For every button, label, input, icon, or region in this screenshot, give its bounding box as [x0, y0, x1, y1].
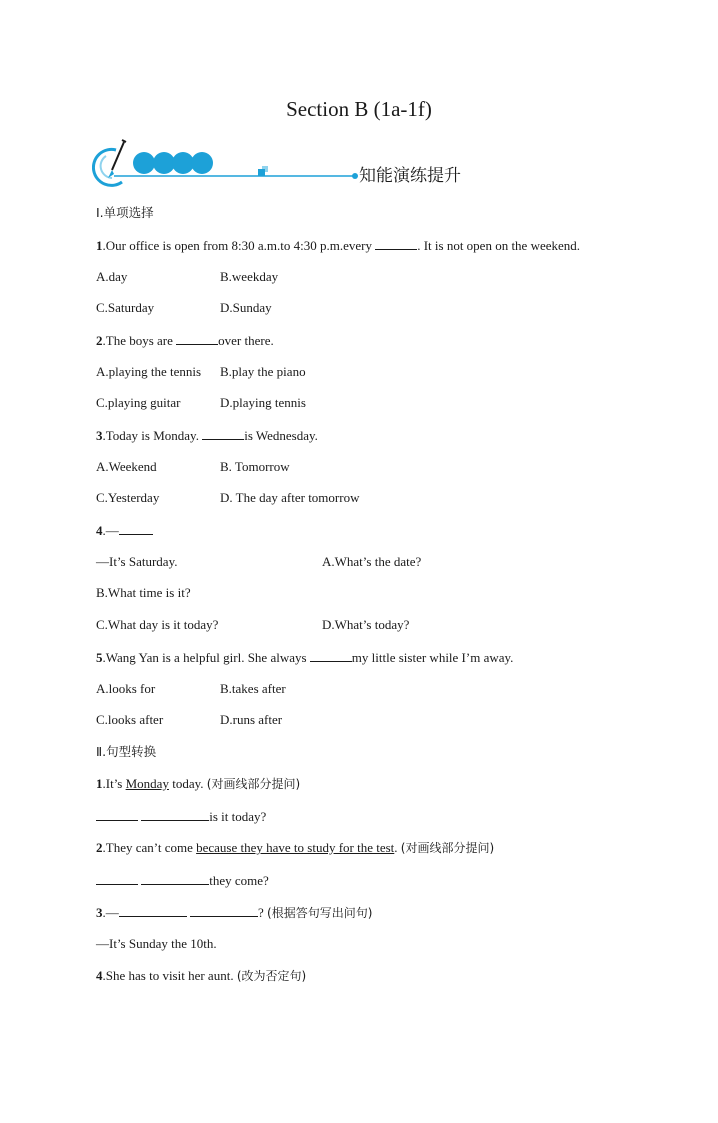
- answer-tail: they come?: [209, 873, 269, 888]
- answer-blank[interactable]: [176, 331, 218, 345]
- option-c[interactable]: C.playing guitar: [96, 395, 181, 410]
- answer-blank[interactable]: [119, 521, 153, 535]
- answer-blank[interactable]: [190, 903, 258, 917]
- answer-blank[interactable]: [375, 236, 417, 250]
- options-row: [96, 394, 656, 412]
- question-text: .She has to visit her aunt.: [102, 968, 237, 983]
- options-row: [96, 458, 656, 476]
- question-2-4: [96, 967, 656, 985]
- question-number: 2: [96, 333, 103, 348]
- question-2-3: [96, 903, 656, 921]
- options-row: [96, 363, 656, 381]
- question-text-end: over there.: [218, 333, 274, 348]
- question-text-end: ?: [258, 905, 268, 920]
- dialogue-reply: —It’s Sunday the 10th.: [96, 936, 217, 951]
- answer-blank[interactable]: [310, 648, 352, 662]
- option-b[interactable]: B.weekday: [220, 269, 279, 284]
- question-number: 2: [96, 840, 103, 855]
- option-b[interactable]: B.takes after: [220, 681, 286, 696]
- question-text-end: today.: [168, 776, 207, 791]
- option-a[interactable]: A.playing the tennis: [96, 364, 202, 379]
- option-d[interactable]: D.runs after: [220, 712, 283, 727]
- banner-dot-1: [133, 152, 155, 174]
- underlined-phrase: because they have to study for the test: [196, 840, 395, 855]
- option-c[interactable]: C.Saturday: [96, 300, 155, 315]
- dialogue-reply: —It’s Saturday.: [96, 554, 178, 569]
- question-number: 1: [96, 776, 103, 791]
- question-text: .The boys are: [102, 333, 177, 348]
- exercise-content: [96, 204, 656, 985]
- question-text: .—: [102, 905, 119, 920]
- options-row: [96, 680, 656, 698]
- options-row: [96, 268, 656, 286]
- section-2-heading: Ⅱ.句型转换: [96, 744, 157, 759]
- option-a[interactable]: A.Weekend: [96, 459, 157, 474]
- banner-dot-4: [191, 152, 213, 174]
- question-text: .Wang Yan is a helpful girl. She always: [102, 650, 310, 665]
- option-b[interactable]: B.play the piano: [220, 364, 306, 379]
- option-d[interactable]: D. The day after tomorrow: [220, 490, 360, 505]
- option-c[interactable]: C.looks after: [96, 712, 164, 727]
- answer-line: [96, 871, 656, 889]
- question-text-end: is Wednesday.: [244, 428, 318, 443]
- question-number: 4: [96, 968, 103, 983]
- question-text-end: my little sister while I’m away.: [351, 650, 514, 665]
- question-text-end: . It is not open on the weekend.: [417, 238, 581, 253]
- instruction-note: (对画线部分提问): [206, 777, 301, 791]
- question-1-1: [96, 236, 656, 254]
- question-text: .Today is Monday.: [102, 428, 203, 443]
- question-text-end: .: [394, 840, 401, 855]
- option-d[interactable]: D.What’s today?: [322, 617, 410, 632]
- answer-blank[interactable]: [202, 426, 244, 440]
- question-text: .—: [102, 523, 119, 538]
- answer-blank[interactable]: [141, 807, 209, 821]
- answer-blank[interactable]: [96, 871, 138, 885]
- question-number: 4: [96, 523, 103, 538]
- question-2-2: [96, 839, 656, 857]
- paintbrush-icon: [108, 140, 126, 178]
- underlined-phrase: Monday: [125, 776, 169, 791]
- section-1-heading: Ⅰ.单项选择: [96, 205, 154, 220]
- question-2-1: [96, 775, 656, 793]
- option-a[interactable]: A.What’s the date?: [322, 554, 422, 569]
- options-row: [96, 553, 656, 571]
- option-a[interactable]: A.day: [96, 269, 128, 284]
- page-title: Section B (1a-1f): [286, 97, 432, 121]
- option-c[interactable]: C.Yesterday: [96, 490, 160, 505]
- answer-blank[interactable]: [96, 807, 138, 821]
- question-text: .They can’t come: [102, 840, 197, 855]
- instruction-note: (对画线部分提问): [400, 841, 495, 855]
- options-row: [96, 299, 656, 317]
- banner-square: [258, 169, 265, 176]
- option-b[interactable]: B. Tomorrow: [220, 459, 290, 474]
- question-1-3: [96, 426, 656, 444]
- option-a[interactable]: A.looks for: [96, 681, 156, 696]
- banner-end-dot: [352, 173, 358, 179]
- section-banner: [92, 136, 512, 192]
- question-1-2: [96, 331, 656, 349]
- question-1-4: [96, 521, 656, 539]
- banner-dot-2: [153, 152, 175, 174]
- question-number: 3: [96, 428, 103, 443]
- banner-title: 知能演练提升: [359, 166, 461, 186]
- option-b[interactable]: B.What time is it?: [96, 585, 191, 600]
- answer-blank[interactable]: [141, 871, 209, 885]
- options-row: [96, 584, 656, 602]
- options-row: [96, 616, 656, 634]
- option-c[interactable]: C.What day is it today?: [96, 617, 219, 632]
- answer-tail: is it today?: [209, 809, 267, 824]
- instruction-note: (根据答句写出问句): [267, 906, 373, 920]
- question-text: .It’s: [102, 776, 126, 791]
- option-d[interactable]: D.Sunday: [220, 300, 272, 315]
- question-number: 5: [96, 650, 103, 665]
- question-text: .Our office is open from 8:30 a.m.to 4:30 p.m.every: [102, 238, 376, 253]
- banner-dot-3: [172, 152, 194, 174]
- options-row: [96, 711, 656, 729]
- question-1-5: [96, 648, 656, 666]
- question-number: 3: [96, 905, 103, 920]
- answer-line: [96, 807, 656, 825]
- question-number: 1: [96, 238, 103, 253]
- option-d[interactable]: D.playing tennis: [220, 395, 306, 410]
- instruction-note: (改为否定句): [236, 969, 307, 983]
- answer-blank[interactable]: [119, 903, 187, 917]
- options-row: [96, 489, 656, 507]
